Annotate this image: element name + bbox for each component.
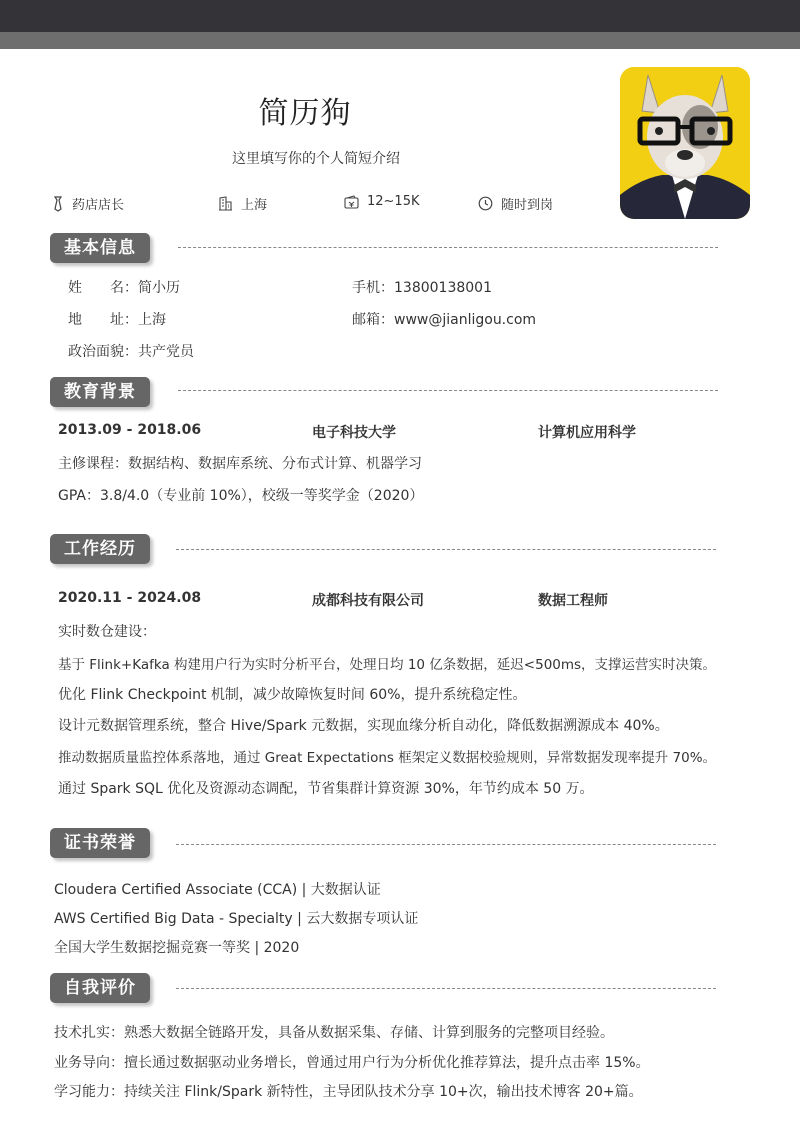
city-info bbox=[218, 194, 267, 213]
value: 13800138001 bbox=[394, 280, 492, 296]
field-name bbox=[68, 277, 180, 297]
divider bbox=[176, 844, 716, 845]
edu-period: 2013.09 - 2018.06 bbox=[58, 422, 202, 438]
section-self-header bbox=[50, 973, 150, 1003]
personal-intro: 这里填写你的个人简短介绍 bbox=[232, 151, 400, 167]
section-title: 工作经历 bbox=[50, 534, 150, 564]
value: www@jianligou.com bbox=[394, 312, 537, 328]
work-line: 设计元数据管理系统，整合 Hive/Spark 元数据，实现血缘分析自动化，降低数据溯源成本 40%。 bbox=[58, 718, 669, 734]
work-line: 基于 Flink+Kafka 构建用户行为实时分析平台，处理日均 10 亿条数据，延迟<500ms，支撑运营实时决策。 bbox=[58, 657, 717, 673]
work-line: 推动数据质量监控体系落地，通过 Great Expectations 框架定义数据校验规则，异常数据发现率提升 70%。 bbox=[58, 750, 717, 766]
salary: 12~15K bbox=[367, 194, 420, 209]
cert-line: 全国大学生数据挖掘竞赛一等奖 | 2020 bbox=[54, 940, 300, 956]
section-education-header bbox=[50, 377, 150, 407]
salary-info bbox=[344, 194, 420, 209]
self-line: 业务导向：擅长通过数据驱动业务增长，曾通过用户行为分析优化推荐算法，提升点击率 15%。 bbox=[54, 1055, 650, 1071]
label: 政治面貌： bbox=[68, 344, 138, 360]
self-line: 学习能力：持续关注 Flink/Spark 新特性，主导团队技术分享 10+次，输出技术博客 20+篇。 bbox=[54, 1084, 643, 1100]
label: 姓 名： bbox=[68, 280, 138, 296]
wallet-icon bbox=[344, 195, 359, 209]
section-work-header bbox=[50, 534, 150, 564]
divider bbox=[178, 390, 718, 391]
cert-line: AWS Certified Big Data - Specialty | 云大数据专项认证 bbox=[54, 911, 419, 927]
work-company: 成都科技有限公司 bbox=[312, 593, 424, 609]
value: 简小历 bbox=[138, 280, 180, 296]
tie-icon bbox=[52, 196, 64, 212]
city: 上海 bbox=[241, 198, 268, 213]
divider bbox=[176, 549, 716, 550]
availability: 随时到岗 bbox=[501, 198, 554, 213]
divider bbox=[178, 247, 718, 248]
value: 共产党员 bbox=[138, 344, 194, 360]
cert-line: Cloudera Certified Associate (CCA) | 大数据认证 bbox=[54, 882, 381, 898]
job-title: 药店店长 bbox=[72, 198, 125, 213]
work-line: 优化 Flink Checkpoint 机制，减少故障恢复时间 60%，提升系统稳定性。 bbox=[58, 687, 527, 703]
work-position: 数据工程师 bbox=[538, 593, 608, 609]
candidate-name: 简历狗 bbox=[258, 96, 352, 131]
label: 地 址： bbox=[68, 312, 138, 328]
job-info bbox=[52, 194, 124, 213]
profile-photo bbox=[620, 67, 750, 219]
edu-courses: 主修课程：数据结构、数据库系统、分布式计算、机器学习 bbox=[58, 456, 422, 472]
self-line: 技术扎实：熟悉大数据全链路开发，具备从数据采集、存储、计算到服务的完整项目经验。 bbox=[54, 1025, 614, 1041]
section-title: 基本信息 bbox=[50, 233, 150, 263]
field-politics bbox=[68, 341, 194, 361]
edu-major: 计算机应用科学 bbox=[538, 425, 636, 441]
label: 手机： bbox=[352, 280, 394, 296]
label: 邮箱： bbox=[352, 312, 394, 328]
edu-school: 电子科技大学 bbox=[312, 425, 396, 441]
section-basic-header bbox=[50, 233, 150, 263]
section-certs-header bbox=[50, 828, 150, 858]
clock-icon bbox=[478, 196, 493, 211]
field-address bbox=[68, 309, 166, 329]
value: 上海 bbox=[138, 312, 166, 328]
edu-gpa: GPA：3.8/4.0（专业前 10%），校级一等奖学金（2020） bbox=[58, 488, 424, 504]
work-period: 2020.11 - 2024.08 bbox=[58, 590, 202, 606]
divider bbox=[176, 988, 716, 989]
building-icon bbox=[218, 196, 233, 211]
top-banner bbox=[0, 0, 800, 32]
availability-info bbox=[478, 194, 553, 213]
work-line: 通过 Spark SQL 优化及资源动态调配，节省集群计算资源 30%，年节约成本 50 万。 bbox=[58, 781, 594, 797]
sub-banner bbox=[0, 32, 800, 49]
work-line: 实时数仓建设： bbox=[58, 624, 156, 640]
section-title: 自我评价 bbox=[50, 973, 150, 1003]
section-title: 教育背景 bbox=[50, 377, 150, 407]
section-title: 证书荣誉 bbox=[50, 828, 150, 858]
field-phone bbox=[352, 277, 492, 297]
field-email bbox=[352, 309, 536, 329]
